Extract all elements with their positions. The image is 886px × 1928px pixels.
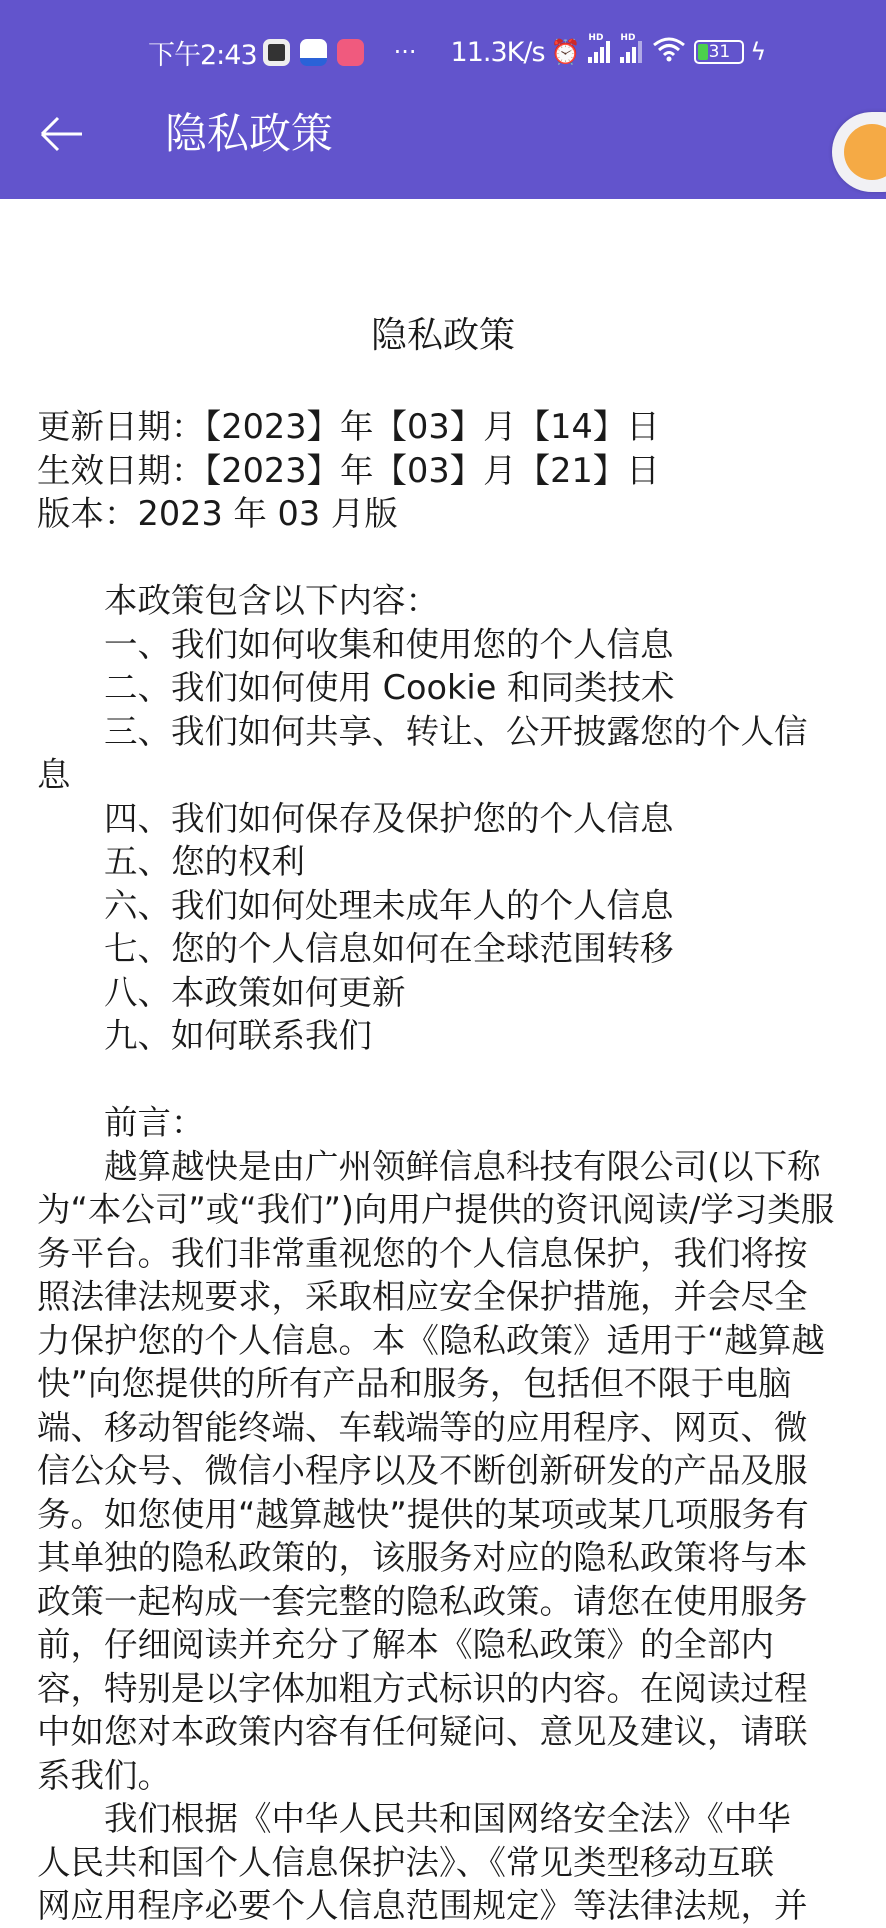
text-line: 本政策包含以下内容： [104,581,439,620]
signal-icon [588,33,610,63]
clock-app-icon [263,39,290,66]
text-line: 越算越快是由广州领鲜信息科技有限公司(以下称 [104,1146,821,1186]
text-line: 人民共和国个人信息保护法》、《常见类型移动互联 [37,1842,774,1882]
text-line [37,1058,834,1102]
document-body [37,405,834,1928]
text-line: 生效日期：【2023】年【03】月【21】日 [37,450,660,490]
text-line: 信公众号、微信小程序以及不断创新研发的产品及服 [37,1451,808,1490]
text-line: 其单独的隐私政策的，该服务对应的隐私政策将与本 [37,1538,808,1577]
text-line: 三、我们如何共享、转让、公开披露您的个人信 [104,711,808,751]
battery-icon [694,40,744,64]
text-line: 六、我们如何处理未成年人的个人信息 [104,885,674,925]
wifi-icon [652,36,686,68]
text-line: 网应用程序必要个人信息范围规定》等法律法规，并 [37,1886,808,1925]
text-line: 更新日期：【2023】年【03】月【14】日 [37,407,660,446]
alarm-icon: ⏰ [550,38,581,66]
network-speed: 11.3K/s [450,36,545,68]
text-line: 七、您的个人信息如何在全球范围转移 [104,929,674,968]
document-title: 隐私政策 [370,315,515,356]
battery-level: 31 [708,42,731,62]
text-line: 前言： [104,1103,205,1142]
text-line: 照法律法规要求，采取相应安全保护措施，并会尽全 [37,1277,808,1316]
text-line: 务平台。我们非常重视您的个人信息保护，我们将按 [37,1233,808,1273]
status-time: 下午2:43 [148,39,257,71]
charging-icon: ϟ [750,38,767,66]
text-line: 容，特别是以字体加粗方式标识的内容。在阅读过程 [37,1668,808,1708]
text-line: 力保护您的个人信息。本《隐私政策》适用于“越算越 [37,1320,825,1360]
text-line: 二、我们如何使用 Cookie 和同类技术 [104,668,675,707]
text-line: 版本：2023 年 03 月版 [37,494,398,533]
text-line: 端、移动智能终端、车载端等的应用程序、网页、微 [37,1407,808,1447]
text-line: 中如您对本政策内容有任何疑问、意见及建议，请联 [37,1712,808,1751]
text-line: 我们根据《中华人民共和国网络安全法》《中华 [104,1799,791,1838]
hd-label: HD [620,33,636,43]
assistant-icon [844,124,886,180]
text-line: 为“本公司”或“我们”)向用户提供的资讯阅读/学习类服 [37,1190,835,1229]
text-line: 息 [37,755,71,794]
signal-icon-2 [620,33,642,63]
text-line: 八、本政策如何更新 [104,972,406,1012]
status-bar [148,32,774,72]
text-line: 务。如您使用“越算越快”提供的某项或某几项服务有 [37,1494,809,1534]
text-line: 前，仔细阅读并充分了解本《隐私政策》的全部内 [37,1625,774,1664]
text-line: 九、如何联系我们 [104,1016,372,1055]
text-line [37,536,834,580]
more-notifications-icon: ··· [393,38,417,66]
hd-label: HD [588,33,604,43]
arrow-left-icon [36,108,88,160]
app-notification-icon [300,39,327,66]
text-line: 一、我们如何收集和使用您的个人信息 [104,624,674,664]
bilibili-icon [337,39,364,66]
text-line: 系我们。 [37,1755,171,1795]
back-button[interactable] [36,108,88,160]
text-line: 快”向您提供的所有产品和服务，包括但不限于电脑 [37,1364,792,1403]
header-title: 隐私政策 [165,109,334,158]
text-line: 政策一起构成一套完整的隐私政策。请您在使用服务 [37,1581,808,1621]
text-line: 五、您的权利 [104,842,305,881]
app-header [0,0,886,199]
text-line: 四、我们如何保存及保护您的个人信息 [104,798,674,838]
